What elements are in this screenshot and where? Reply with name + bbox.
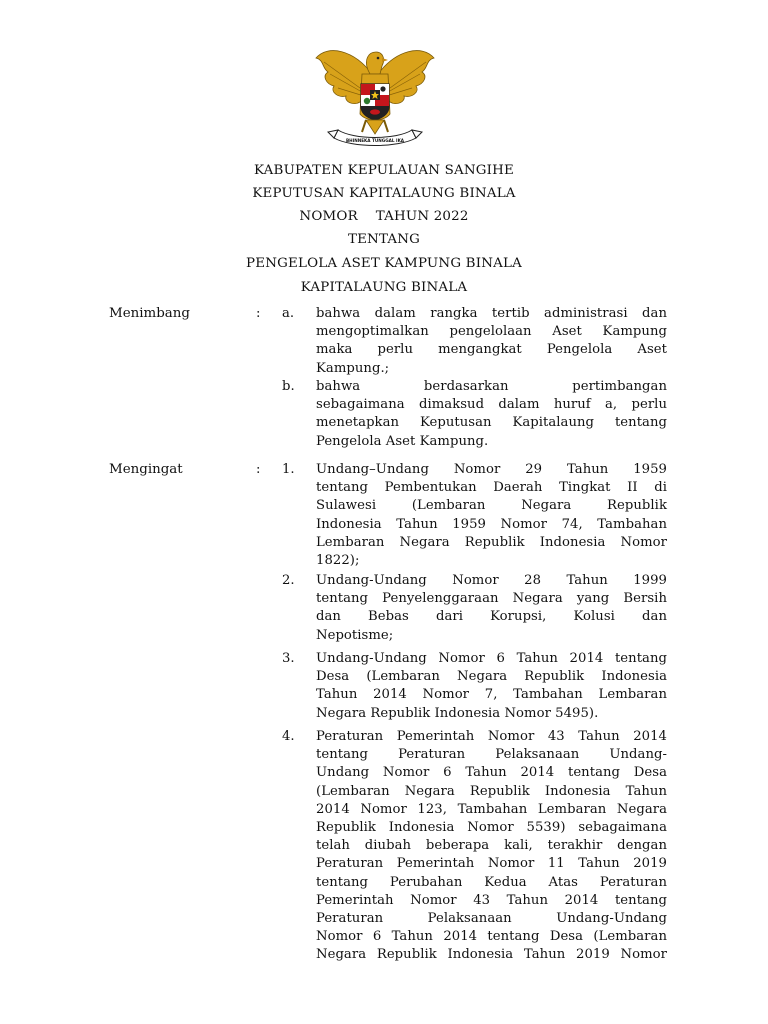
text-line: Pengelola Aset Kampung. xyxy=(316,433,489,449)
mengingat-item-4-text xyxy=(316,728,667,964)
text-line: Nepotisme; xyxy=(316,627,394,643)
text-line: Peraturan Pemerintah Nomor 11 Tahun 2019 xyxy=(316,856,667,872)
text-line: Pemerintah Nomor 43 Tahun 2014 tentang xyxy=(316,892,667,908)
text-line: mengoptimalkan pengelolaan Aset Kampung xyxy=(316,324,667,340)
text-line: dan Bebas dari Korupsi, Kolusi dan xyxy=(316,609,667,625)
header-regency: KABUPATEN KEPULAUAN SANGIHE xyxy=(254,163,514,178)
text-line: Republik Indonesia Nomor 5539) sebagaimana xyxy=(316,819,667,835)
text-line: Negara Republik Indonesia Tahun 2019 Nomor xyxy=(316,947,667,963)
mengingat-item-1-mark: 1. xyxy=(282,462,295,477)
mengingat-colon: : xyxy=(256,462,261,477)
text-line: telah diubah beberapa kali, terakhir dengan xyxy=(316,838,667,854)
text-line: 1822); xyxy=(316,552,360,568)
text-line: sebagaimana dimaksud dalam huruf a, perlu xyxy=(316,397,667,413)
text-line: bahwa dalam rangka tertib administrasi dan xyxy=(316,306,667,321)
menimbang-item-a-mark: a. xyxy=(282,306,295,321)
text-line: Negara Republik Indonesia Nomor 5495). xyxy=(316,705,599,721)
text-line: maka perlu mengangkat Pengelola Aset xyxy=(316,342,667,358)
text-line: (Lembaran Negara Republik Indonesia Tahun xyxy=(316,783,667,799)
text-line: bahwa berdasarkan pertimbangan xyxy=(316,379,667,394)
mengingat-label: Mengingat xyxy=(109,462,183,477)
emblem-motto: BHINNEKA TUNGGAL IKA xyxy=(345,138,405,143)
garuda-emblem xyxy=(314,44,436,152)
text-line: Lembaran Negara Republik Indonesia Nomor xyxy=(316,534,667,550)
mengingat-item-2-mark: 2. xyxy=(282,573,295,588)
header-tentang: TENTANG xyxy=(347,232,421,247)
text-line: tentang Pembentukan Daerah Tingkat II di xyxy=(316,480,667,496)
header-subject: PENGELOLA ASET KAMPUNG BINALA xyxy=(246,256,522,271)
mengingat-item-4-mark: 4. xyxy=(282,729,295,744)
text-line: Indonesia Tahun 1959 Nomor 74, Tambahan xyxy=(316,516,667,532)
text-line: 2014 Nomor 123, Tambahan Lembaran Negara xyxy=(316,801,667,817)
text-line: tentang Peraturan Pelaksanaan Undang- xyxy=(316,747,667,763)
text-line: Undang Nomor 6 Tahun 2014 tentang Desa xyxy=(316,765,667,781)
text-line: tentang Perubahan Kedua Atas Peraturan xyxy=(316,874,667,890)
mengingat-item-1-text xyxy=(316,461,667,570)
text-line: Peraturan Pelaksanaan Undang-Undang xyxy=(316,910,667,926)
mengingat-item-3-mark: 3. xyxy=(282,651,295,666)
garuda-emblem-icon xyxy=(314,44,436,152)
text-line: Nomor 6 Tahun 2014 tentang Desa (Lembaran xyxy=(316,929,667,945)
header-number-year: NOMOR TAHUN 2022 xyxy=(299,209,469,224)
text-line: menetapkan Keputusan Kapitalaung tentang xyxy=(316,415,667,431)
menimbang-label: Menimbang xyxy=(109,306,190,321)
text-line: Desa (Lembaran Negara Republik Indonesia xyxy=(316,669,667,685)
header-issuer: KAPITALAUNG BINALA xyxy=(300,280,468,295)
menimbang-item-b-text xyxy=(316,378,667,451)
text-line: Kampung.; xyxy=(316,360,390,376)
text-line: Sulawesi (Lembaran Negara Republik xyxy=(316,498,667,514)
menimbang-item-b-mark: b. xyxy=(282,379,295,394)
text-line: tentang Penyelenggaraan Negara yang Bersih xyxy=(316,591,667,607)
text-line: Undang–Undang Nomor 29 Tahun 1959 xyxy=(316,462,667,477)
menimbang-colon: : xyxy=(256,306,261,321)
text-line: Undang-Undang Nomor 28 Tahun 1999 xyxy=(316,573,667,588)
mengingat-item-2-text xyxy=(316,572,667,645)
menimbang-item-a-text xyxy=(316,305,667,378)
text-line: Undang-Undang Nomor 6 Tahun 2014 tentang xyxy=(316,651,667,666)
mengingat-item-3-text xyxy=(316,650,667,723)
text-line: Tahun 2014 Nomor 7, Tambahan Lembaran xyxy=(316,687,667,703)
header-decree-title: KEPUTUSAN KAPITALAUNG BINALA xyxy=(252,186,516,201)
text-line: Peraturan Pemerintah Nomor 43 Tahun 2014 xyxy=(316,729,667,744)
